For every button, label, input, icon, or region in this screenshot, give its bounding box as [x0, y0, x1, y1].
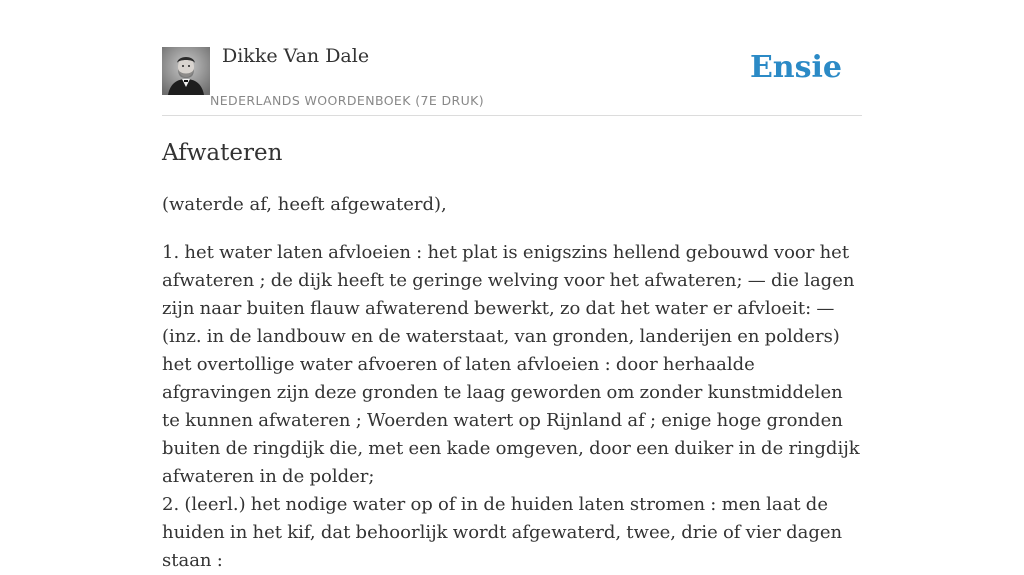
author-name[interactable]: Dikke Van Dale: [222, 45, 370, 67]
entry-forms: (waterde af, heeft afgewaterd),: [162, 194, 447, 215]
brand-logo[interactable]: Ensie: [749, 50, 842, 85]
definition-item: 1. het water laten afvloeien : het plat is enigszins hellend gebouwd voor het afwateren ; de dijk heeft te geringe welving voor het afwateren; — die lagen zijn naar buiten flauw afwaterend bewerkt, zo dat het water er afvloeit: — (inz. in de landbouw en de waterstaat, van gronden, landerijen en polders) het overtollige water afvoeren of laten afvloeien : door herhaalde afgravingen zijn deze gronden te laag geworden om zonder kunstmiddelen te kunnen afwateren ; Woerden watert op Rijnland af ; enige hoge gronden buiten de ringdijk die, met een kade omgeven, door een duiker in de ringdijk afwateren in de polder;: [162, 242, 860, 487]
definition-item: 2. (leerl.) het nodige water op of in de huiden laten stromen : men laat de huiden in het kif, dat behoorlijk wordt afgewaterd, twee, drie of vier dagen staan :: [162, 494, 843, 571]
source-label[interactable]: NEDERLANDS WOORDENBOEK (7E DRUK): [210, 93, 485, 108]
author-avatar[interactable]: [162, 47, 210, 95]
entry-title: Afwateren: [162, 140, 283, 166]
portrait-icon: [162, 47, 210, 95]
header: [162, 0, 862, 116]
content-container: [162, 0, 862, 571]
definitions-list: [162, 239, 862, 575]
